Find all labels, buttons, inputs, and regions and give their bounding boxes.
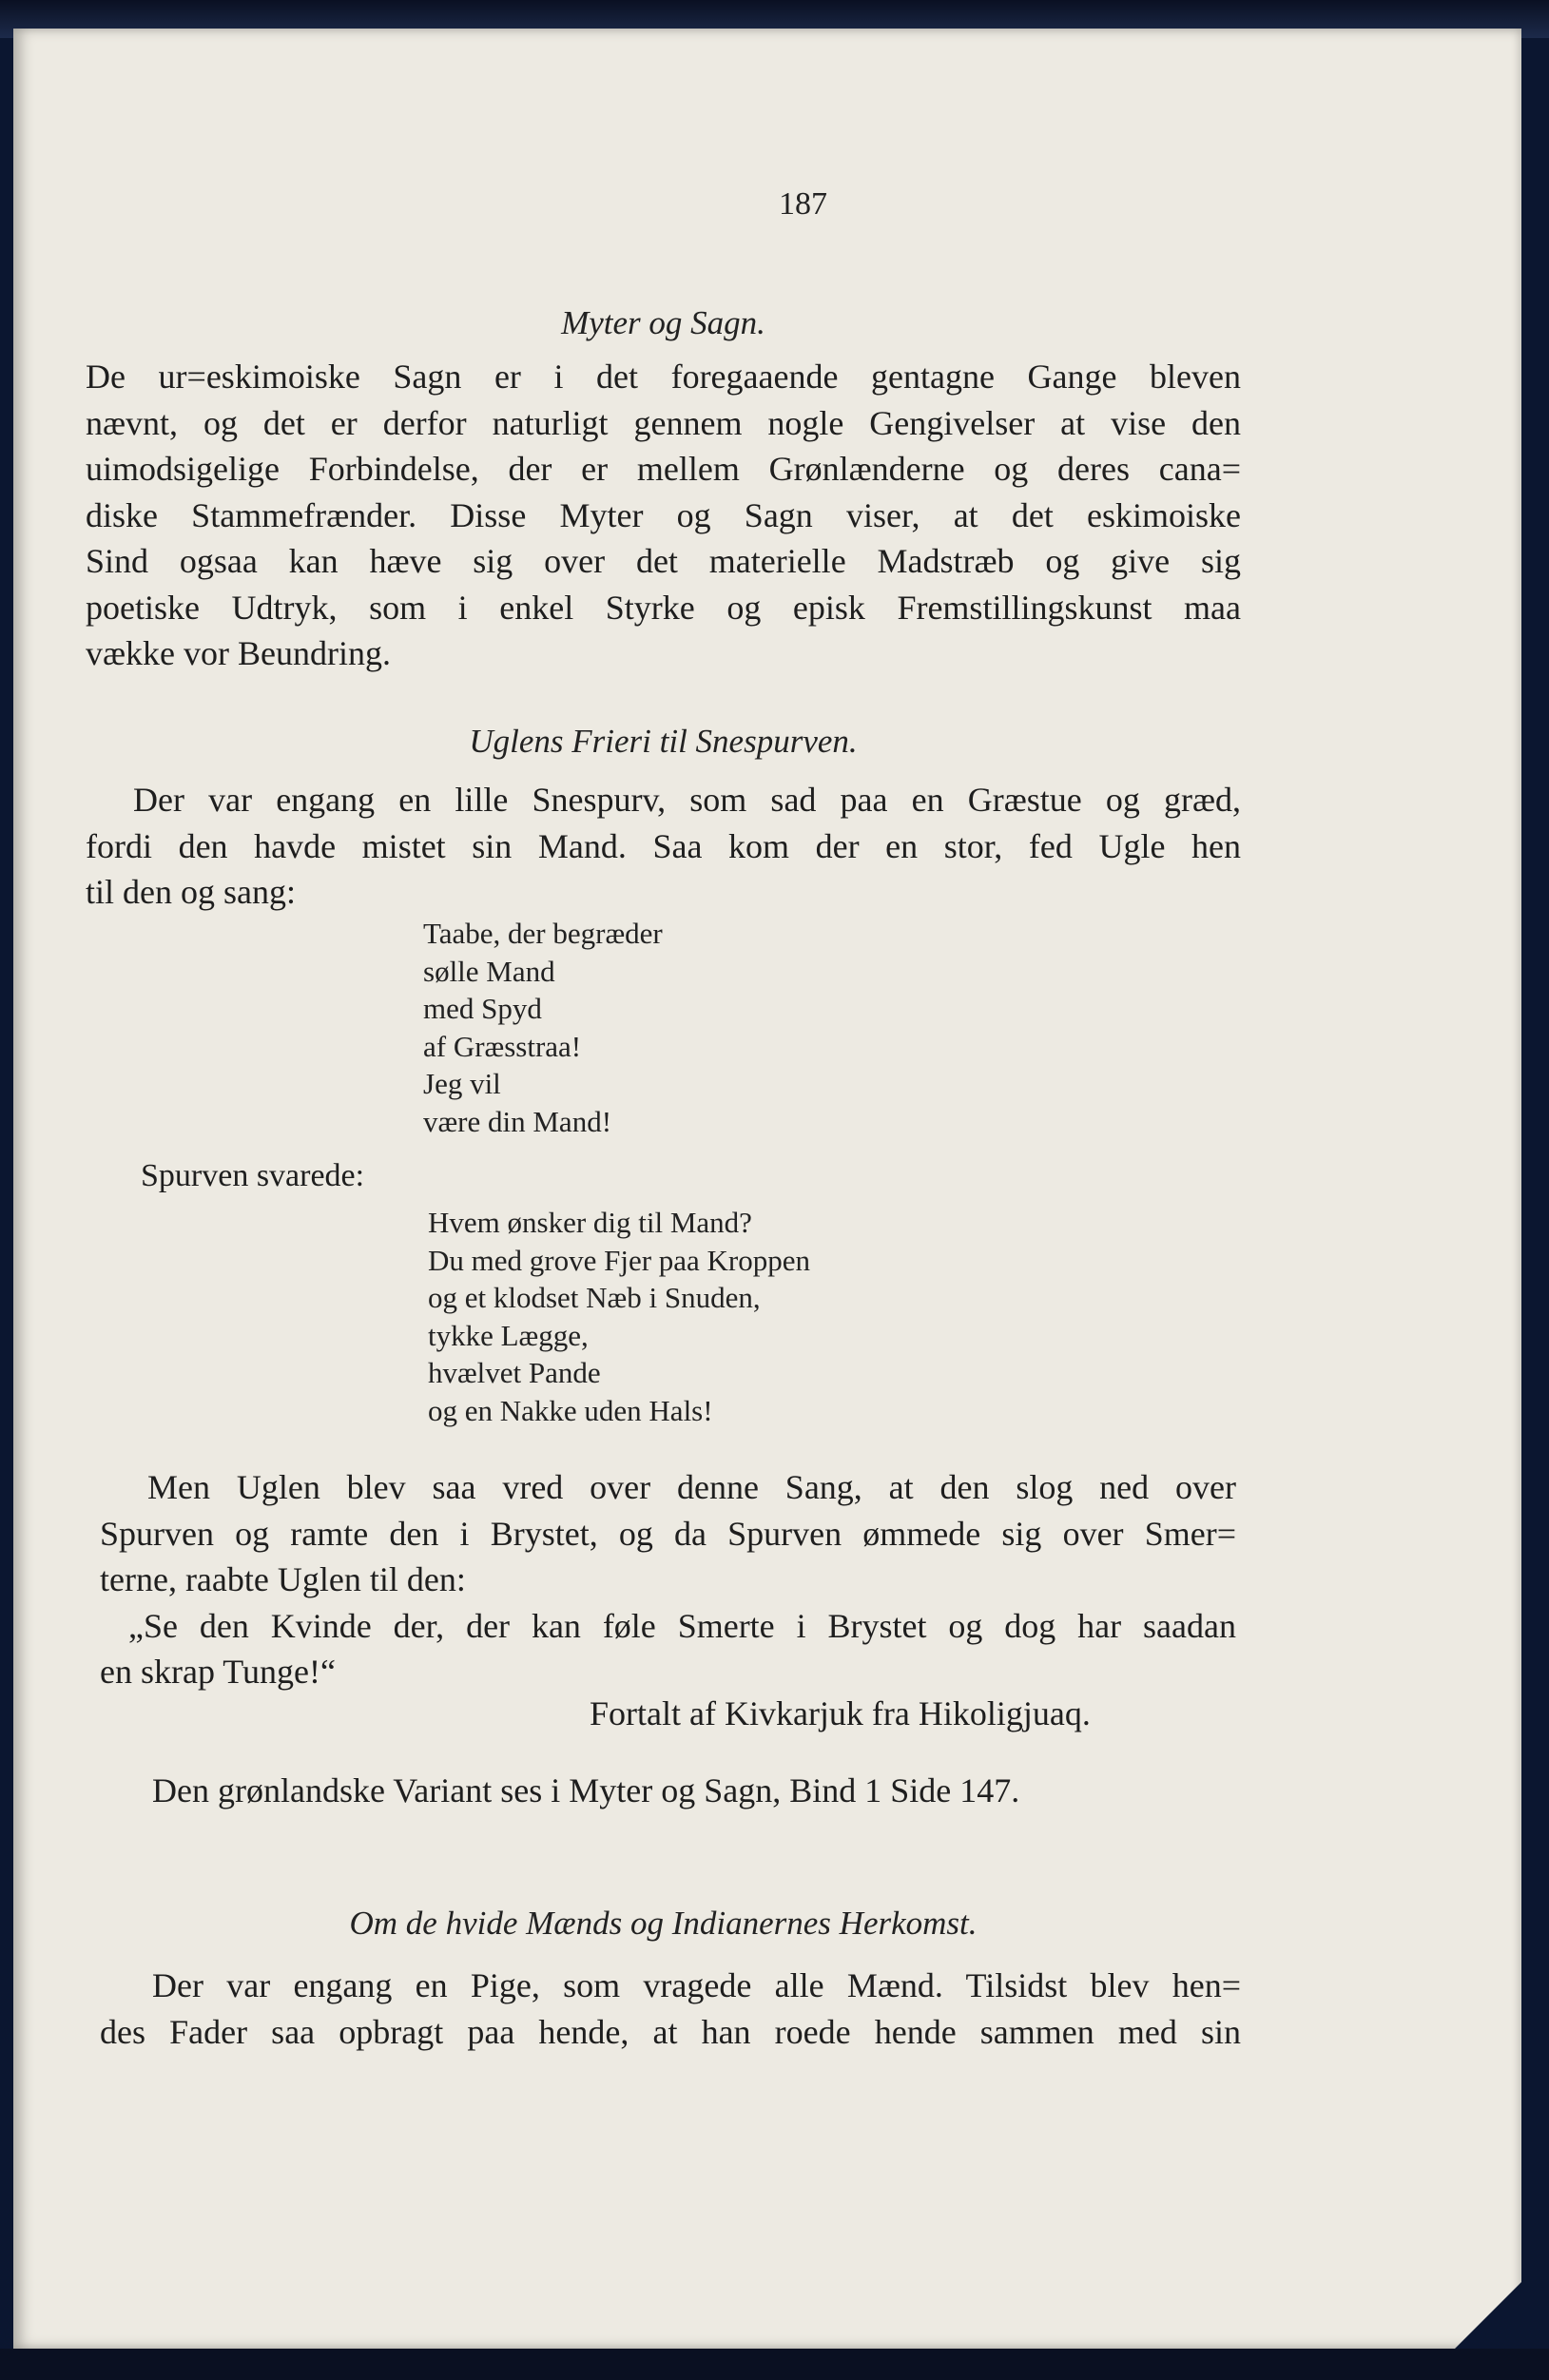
text-line: til den og sang: [86, 873, 296, 911]
text-line: uimodsigelige Forbindelse, der er mellem Grønlænderne og deres cana= [86, 450, 1241, 488]
verse-line: Du med grove Fjer paa Kroppen [428, 1243, 811, 1277]
verse-line: og et klodset Næb i Snuden, [428, 1281, 761, 1314]
verse-line: af Græsstraa! [423, 1029, 582, 1063]
text-line: Men Uglen blev saa vred over denne Sang, at den slog ned over [147, 1468, 1236, 1506]
verse-line: og en Nakke uden Hals! [428, 1393, 713, 1427]
text-line: Spurven og ramte den i Brystet, og da Spurven ømmede sig over Smer= [100, 1514, 1236, 1553]
verse-line: tykke Lægge, [428, 1318, 589, 1352]
text-line: en skrap Tunge!“ [100, 1653, 336, 1691]
verse-line: med Spyd [423, 992, 542, 1025]
paragraph-story-intro [86, 777, 1241, 916]
section-heading-uglens: Uglens Frieri til Snespurven. [469, 723, 858, 760]
verse-line: Jeg vil [423, 1067, 501, 1100]
section-heading-myter: Myter og Sagn. [561, 304, 765, 341]
text-line: des Fader saa opbragt paa hende, at han roede hende sammen med sin [100, 2012, 1241, 2051]
paragraph-story-closing [100, 1464, 1236, 1695]
page-number: 187 [779, 186, 827, 222]
text-line: terne, raabte Uglen til den: [100, 1560, 466, 1598]
text-line: Sind ogsaa kan hæve sig over det materielle Madstræb og give sig [86, 542, 1241, 580]
text-line: poetiske Udtryk, som i enkel Styrke og episk Fremstillingskunst maa [86, 588, 1241, 627]
variant-note: Den grønlandske Variant ses i Myter og Sagn, Bind 1 Side 147. [152, 1771, 1020, 1809]
paragraph-herkomst [100, 1963, 1241, 2055]
paragraph-intro [86, 354, 1241, 677]
verse-line: Hvem ønsker dig til Mand? [428, 1206, 752, 1239]
owl-song-verse [423, 915, 663, 1140]
text-line: vække vor Beundring. [86, 634, 391, 672]
story-attribution: Fortalt af Kivkarjuk fra Hikoligjuaq. [590, 1694, 1091, 1732]
text-line: Der var engang en Pige, som vragede alle Mænd. Tilsidst blev hen= [152, 1966, 1241, 2004]
text-line: Der var engang en lille Snespurv, som sad paa en Græstue og græd, [133, 781, 1241, 819]
verse-line: hvælvet Pande [428, 1356, 601, 1389]
text-line: fordi den havde mistet sin Mand. Saa kom der en stor, fed Ugle hen [86, 826, 1241, 865]
text-line: „Se den Kvinde der, der kan føle Smerte i Brystet og dog har saadan [128, 1606, 1236, 1645]
verse-line: sølle Mand [423, 954, 555, 988]
verse-line: Taabe, der begræder [423, 917, 663, 950]
verse-line: være din Mand! [423, 1104, 612, 1138]
sparrow-song-verse [428, 1204, 810, 1429]
text-line: diske Stammefrænder. Disse Myter og Sagn viser, at det eskimoiske [86, 495, 1241, 534]
section-heading-herkomst: Om de hvide Mænds og Indianernes Herkomst. [349, 1905, 978, 1942]
sparrow-intro-line: Spurven svarede: [141, 1158, 365, 1193]
text-line: De ur=eskimoiske Sagn er i det foregaaende gentagne Gange bleven [86, 358, 1241, 396]
text-line: nævnt, og det er derfor naturligt gennem nogle Gengivelser at vise den [86, 403, 1241, 442]
